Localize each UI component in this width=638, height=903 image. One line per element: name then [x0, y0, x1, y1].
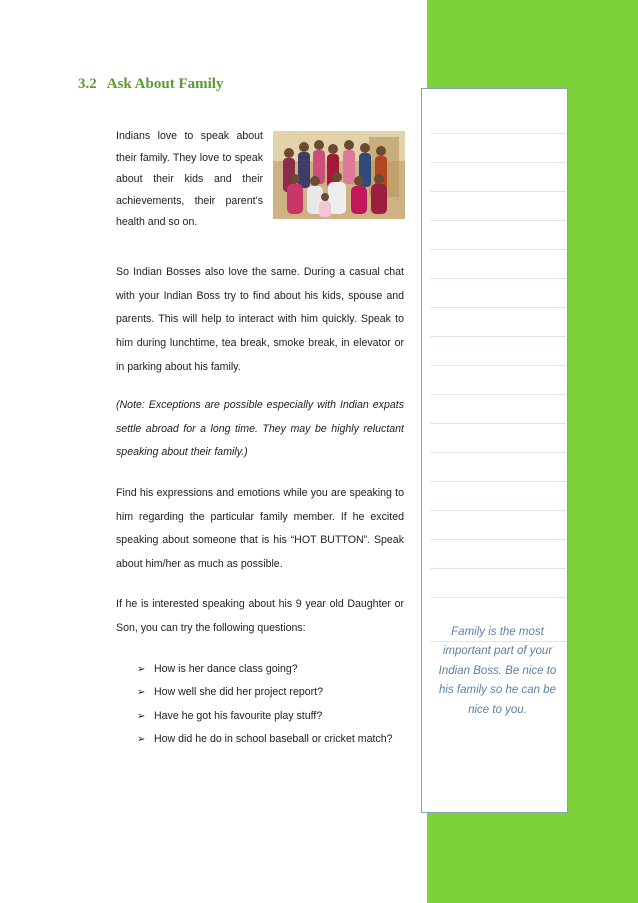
family-photo-graphic — [273, 131, 405, 219]
section-title: Ask About Family — [106, 76, 224, 92]
arrow-bullet-icon: ➢ — [137, 687, 146, 699]
list-item — [137, 728, 405, 751]
sidebar-rule — [430, 452, 566, 453]
sidebar-rule — [430, 307, 566, 308]
note-paragraph: (Note: Exceptions are possible especially with Indian expats settle abroad for a long time. They may be highly reluctant speaking about their family.) — [116, 399, 404, 459]
sidebar-rule — [430, 481, 566, 482]
list-item — [137, 658, 405, 681]
question-text: How did he do in school baseball or cricket match? — [154, 732, 393, 745]
question-text: How well she did her project report? — [154, 686, 323, 699]
sidebar-rule — [430, 597, 566, 598]
sidebar-rule — [430, 133, 566, 134]
sidebar-rule — [430, 539, 566, 540]
sidebar-rule — [430, 510, 566, 511]
section-number: 3.2 — [78, 76, 97, 92]
sidebar-rule — [430, 162, 566, 163]
family-photo — [273, 131, 405, 219]
list-item — [137, 705, 405, 728]
paragraph: So Indian Bosses also love the same. During a casual chat with your Indian Boss try to find about his kids, spouse and parents. This will help to interact with him quickly. Speak to him during lunchtime, tea break, smoke break, in elevator or in parking about his family. — [116, 266, 404, 373]
sidebar-rule — [430, 423, 566, 424]
question-text: How is her dance class going? — [154, 663, 298, 675]
sidebar-rule — [430, 568, 566, 569]
intro-paragraph: Indians love to speak about their family. They love to speak about their kids and their achievements, their parent’s health and so on. — [116, 130, 263, 228]
sidebar-rule — [430, 249, 566, 250]
sidebar-rule — [430, 336, 566, 337]
sidebar-rule — [430, 191, 566, 192]
sidebar-rule — [430, 365, 566, 366]
arrow-bullet-icon: ➢ — [137, 664, 146, 675]
sidebar-rule — [430, 220, 566, 221]
arrow-bullet-icon: ➢ — [137, 733, 146, 745]
sidebar-panel — [421, 88, 568, 813]
sidebar-quote: Family is the most important part of your Indian Boss. Be nice to his family so he can be nice to you. — [438, 626, 557, 716]
paragraph: If he is interested speaking about his 9 year old Daughter or Son, you can try the following questions: — [116, 598, 404, 634]
section-heading — [78, 76, 223, 93]
list-item — [137, 681, 405, 704]
sidebar-rule — [430, 278, 566, 279]
paragraph: Find his expressions and emotions while you are speaking to him regarding the particular family member. If he excited speaking about someone that is his “HOT BUTTON”. Speak about him/her as much as possible. — [116, 487, 404, 571]
arrow-bullet-icon: ➢ — [137, 710, 146, 722]
question-list — [137, 658, 405, 751]
sidebar-rule — [430, 394, 566, 395]
question-text: Have he got his favourite play stuff? — [154, 709, 323, 722]
